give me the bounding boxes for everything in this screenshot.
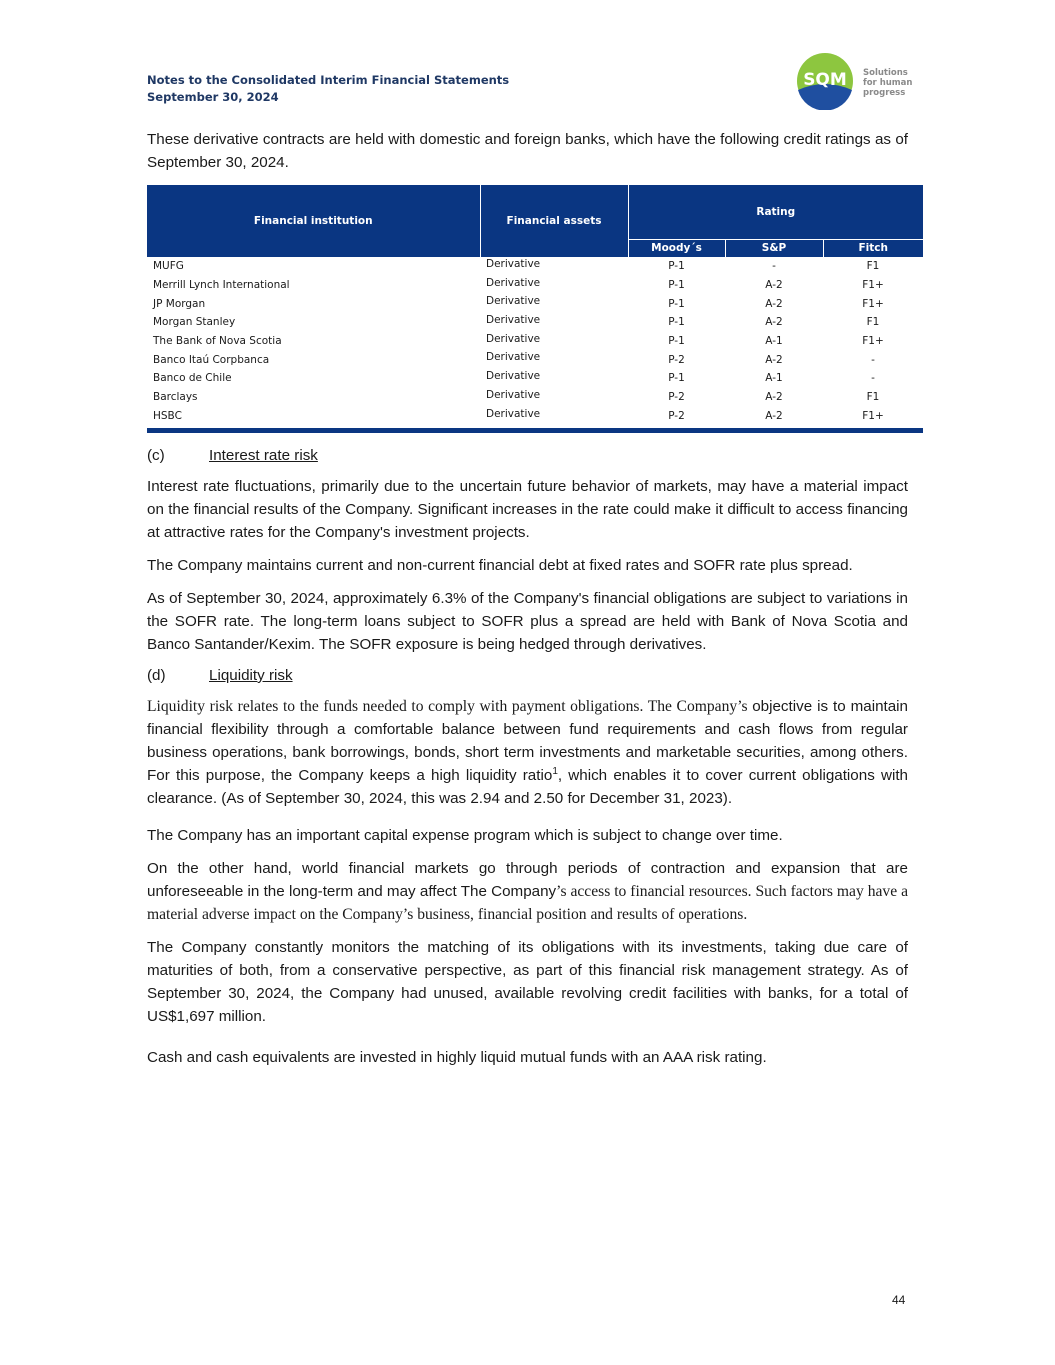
moodys-cell: P-1 — [668, 279, 685, 292]
sp-cell: A-1 — [765, 335, 783, 348]
table-row — [147, 388, 923, 407]
interest-rate-paragraph-2: The Company maintains current and non-current financial debt at fixed rates and SOFR rate plus spread. — [147, 557, 853, 574]
header-title-line1: Notes to the Consolidated Interim Financial Statements — [147, 73, 510, 87]
asset-cell: Derivative — [486, 407, 541, 420]
intro-paragraph: These derivative contracts are held with domestic and foreign banks, which have the following credit ratings as of September 30, 2024. — [147, 131, 908, 171]
fitch-cell: F1 — [866, 316, 880, 329]
section-c-title: Interest rate risk — [209, 447, 318, 464]
fitch-cell: - — [871, 353, 875, 366]
sp-cell: A-2 — [765, 316, 783, 329]
institution-cell: JP Morgan — [153, 297, 206, 310]
institution-cell: Barclays — [153, 391, 198, 404]
moodys-cell: P-2 — [668, 409, 685, 422]
liquidity-paragraph-1 — [147, 695, 908, 810]
section-c-letter: (c) — [147, 447, 165, 464]
moodys-cell: P-1 — [668, 372, 685, 385]
sp-cell: A-1 — [765, 372, 783, 385]
sp-cell: - — [772, 260, 776, 273]
liquidity-p1-a: objective is to maintain financial flexibility through a comfortable balance between fund requirements and cash flows from regular business operations, bank borrowings, bonds, short term investments and marketable securities, among others. For this purpose, the Company keeps a high liquidity ratio — [147, 698, 909, 784]
liquidity-p3-a: On the other hand, world financial markets go through periods of contraction and expansion that are unforeseeable in the long-term and may affect The Company — [147, 860, 908, 900]
table-row — [147, 369, 923, 388]
header-moodys: Moody´s — [628, 239, 725, 257]
section-d-title: Liquidity risk — [209, 667, 293, 684]
table-row — [147, 350, 923, 369]
liquidity-p1-serif: Liquidity risk relates to the funds needed to comply with payment obligations. The Company’s — [147, 698, 753, 715]
table-row — [147, 332, 923, 351]
interest-rate-paragraph-1: Interest rate fluctuations, primarily due to the uncertain future behavior of markets, may have a material impact on the financial results of the Company. Significant increases in the rate could make it difficult to access financing at attractive rates for the Company's investment projects. — [147, 478, 908, 541]
fitch-cell: F1+ — [862, 279, 884, 292]
interest-rate-paragraph-3: As of September 30, 2024, approximately 6.3% of the Company's financial obligations are subject to variations in the SOFR rate. The long-term loans subject to SOFR plus a spread are held with Bank of Nova Scotia and Banco Santander/Kexim. The SOFR exposure is being hedged through derivatives. — [147, 590, 908, 653]
fitch-cell: F1 — [866, 260, 880, 273]
liquidity-paragraph-5: Cash and cash equivalents are invested in highly liquid mutual funds with an AAA risk rating. — [147, 1049, 767, 1066]
asset-cell: Derivative — [486, 351, 541, 364]
table-row — [147, 407, 923, 426]
fitch-cell: F1 — [866, 391, 880, 404]
table-row — [147, 276, 923, 295]
table-row — [147, 313, 923, 332]
asset-cell: Derivative — [486, 295, 541, 308]
section-d-letter: (d) — [147, 667, 166, 684]
fitch-cell: - — [871, 372, 875, 385]
moodys-cell: P-1 — [668, 260, 685, 273]
sp-cell: A-2 — [765, 409, 783, 422]
moodys-cell: P-2 — [668, 391, 685, 404]
table-row — [147, 294, 923, 313]
liquidity-p1-b: , which enables it to cover current obligations with clearance. (As of September 30, 2024, this was 2.94 and 2.50 for December 31, 2023). — [147, 767, 909, 807]
header-financial-institution: Financial institution — [147, 185, 480, 257]
asset-cell: Derivative — [486, 332, 541, 345]
table-row — [147, 257, 923, 276]
institution-cell: Banco de Chile — [153, 372, 232, 385]
logo-brand-text: SQM — [803, 70, 847, 90]
sp-cell: A-2 — [765, 391, 783, 404]
asset-cell: Derivative — [486, 258, 541, 270]
moodys-cell: P-1 — [668, 297, 685, 310]
moodys-cell: P-1 — [668, 316, 685, 329]
asset-cell: Derivative — [486, 276, 541, 289]
institution-cell: MUFG — [153, 260, 184, 273]
asset-cell: Derivative — [486, 314, 541, 327]
header-financial-assets: Financial assets — [480, 185, 628, 257]
logo-tagline-line3: progress — [863, 88, 906, 98]
liquidity-paragraph-2: The Company has an important capital expense program which is subject to change over time. — [147, 827, 783, 844]
institution-cell: The Bank of Nova Scotia — [153, 335, 282, 348]
institution-cell: HSBC — [153, 409, 182, 422]
fitch-cell: F1+ — [862, 335, 884, 348]
liquidity-paragraph-3 — [147, 857, 908, 926]
fitch-cell: F1+ — [862, 409, 884, 422]
logo-tagline-line1: Solutions — [863, 68, 908, 78]
table-bottom-rule — [147, 428, 923, 433]
sp-cell: A-2 — [765, 297, 783, 310]
credit-ratings-table — [147, 185, 923, 425]
sp-cell: A-2 — [765, 353, 783, 366]
page-number: 44 — [892, 1293, 906, 1307]
moodys-cell: P-1 — [668, 335, 685, 348]
institution-cell: Banco Itaú Corpbanca — [153, 353, 270, 366]
section-d-heading — [147, 666, 293, 686]
liquidity-paragraph-4: The Company constantly monitors the matching of its obligations with its investments, taking due care of maturities of both, from a conservative perspective, as part of this financial risk management strategy. As of September 30, 2024, the Company had unused, available revolving credit facilities with banks, for a total of US$1,697 million. — [147, 939, 908, 1025]
sp-cell: A-2 — [765, 279, 783, 292]
header-title-line2: September 30, 2024 — [147, 90, 279, 104]
footnote-marker: 1 — [552, 765, 558, 777]
asset-cell: Derivative — [486, 388, 541, 401]
asset-cell: Derivative — [486, 370, 541, 383]
header-fitch: Fitch — [823, 239, 923, 257]
fitch-cell: F1+ — [862, 297, 884, 310]
logo-tagline — [863, 68, 912, 98]
logo-tagline-line2: for human — [863, 78, 913, 88]
document-header — [147, 72, 509, 106]
header-rating: Rating — [628, 185, 923, 239]
liquidity-p3-serif: ’s access to financial resources. Such factors may have a material adverse impact on the Company’s business, financial position and results of operations. — [147, 883, 908, 923]
header-sp: S&P — [725, 239, 823, 257]
moodys-cell: P-2 — [668, 353, 685, 366]
institution-cell: Merrill Lynch International — [153, 279, 290, 292]
section-c-heading — [147, 446, 318, 466]
institution-cell: Morgan Stanley — [153, 316, 236, 329]
